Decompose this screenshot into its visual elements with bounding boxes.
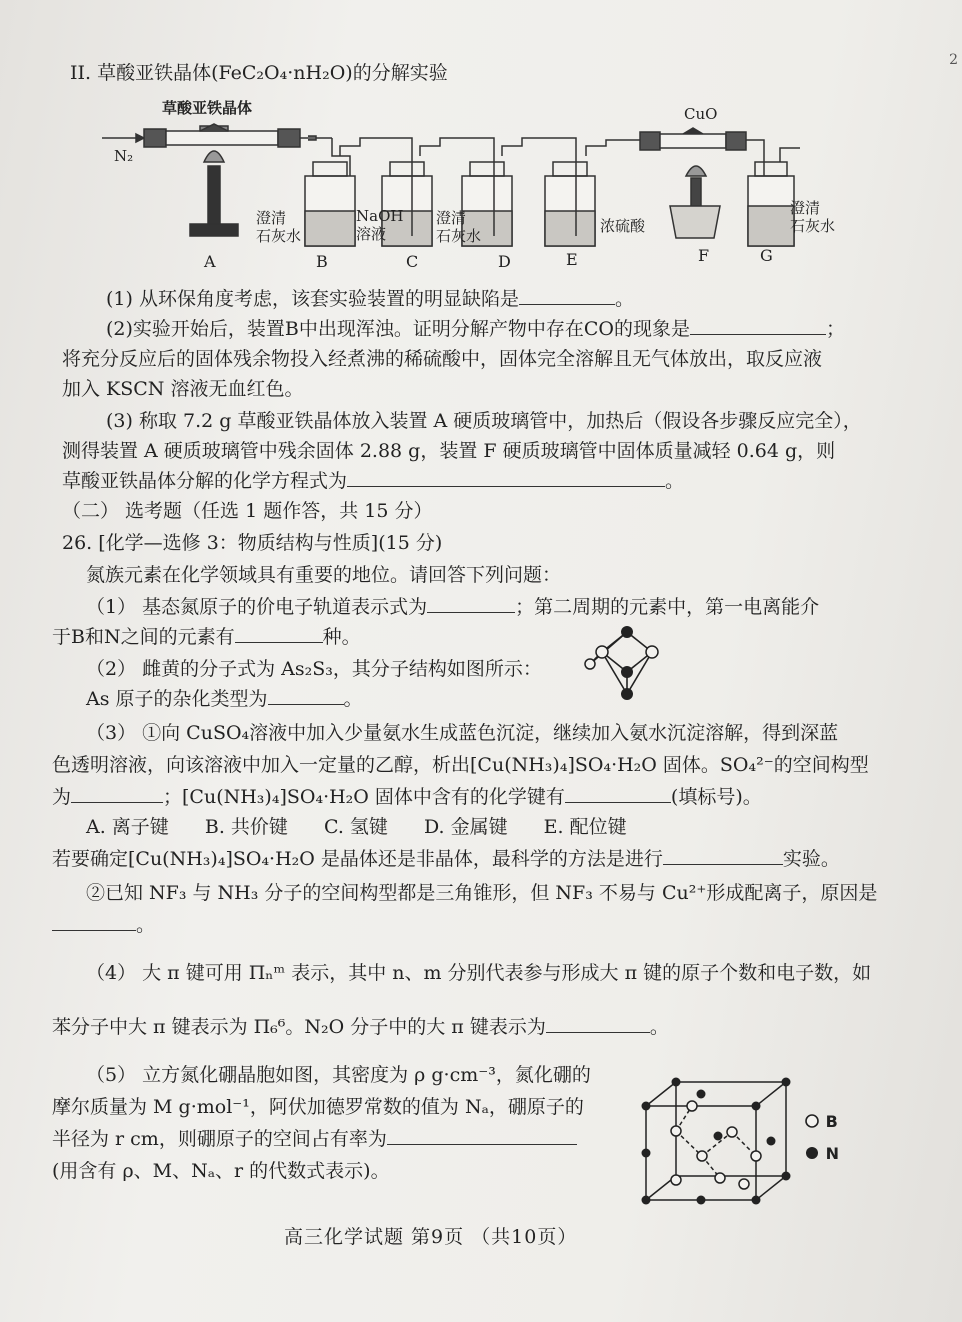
g-reagent-2: 石灰水 xyxy=(790,217,836,235)
part-5b: 摩尔质量为 M g·mol⁻¹，阿伏加德罗常数的值为 Nₐ，硼原子的 xyxy=(52,1096,584,1118)
part-4a: （4） 大 π 键可用 Πₙᵐ 表示，其中 n、m 分别代表参与形成大 π 键的原子个数和电子数，如 xyxy=(86,962,872,984)
question-3a: (3) 称取 7.2 g 草酸亚铁晶体放入装置 A 硬质玻璃管中，加热后（假设各步骤反应完全）， xyxy=(106,410,862,432)
question-2c: 加入 KSCN 溶液无血红色。 xyxy=(62,378,304,400)
question-1: (1) 从环保角度考虑，该套实验装置的明显缺陷是 。 xyxy=(106,288,634,310)
p1b-text: ；第二周期的元素中，第一电离能介 xyxy=(515,596,820,618)
p1-blank-1[interactable] xyxy=(427,594,515,613)
label-b: B xyxy=(316,252,328,271)
corner-page-number: 2 xyxy=(949,52,958,68)
q3c-text: 草酸亚铁晶体分解的化学方程式为 xyxy=(62,470,348,492)
p5-blank[interactable] xyxy=(387,1126,577,1145)
question-3c: 草酸亚铁晶体分解的化学方程式为 。 xyxy=(62,470,685,492)
part-3f xyxy=(52,846,840,872)
p3-blank-2[interactable] xyxy=(565,784,671,803)
legend-n xyxy=(804,1144,839,1163)
p5c-text: 半径为 r cm，则硼原子的空间占有率为 xyxy=(52,1128,387,1150)
part-5d: (用含有 ρ、M、Nₐ、r 的代数式表示)。 xyxy=(52,1160,390,1182)
d-reagent-2: 石灰水 xyxy=(436,227,482,245)
b-reagent-1: 澄清 xyxy=(256,209,287,227)
filled-circle-icon xyxy=(804,1145,820,1161)
p1d-text: 种。 xyxy=(322,626,361,648)
option-d: D. 金属键 xyxy=(423,816,508,838)
q3-blank[interactable] xyxy=(347,468,665,487)
part-5a: （5） 立方氮化硼晶胞如图，其密度为 ρ g·cm⁻³，氮化硼的 xyxy=(86,1064,591,1086)
b-reagent-2: 石灰水 xyxy=(256,227,302,245)
question-3b: 测得装置 A 硬质玻璃管中残余固体 2.88 g，装置 F 硬质玻璃管中固体质量减轻 0.64 g，则 xyxy=(62,440,836,462)
p3e-text: (填标号)。 xyxy=(670,786,762,808)
label-d: D xyxy=(498,252,511,271)
p2-blank[interactable] xyxy=(268,686,344,705)
apparatus-diagram xyxy=(100,96,860,271)
n2-label: N₂ xyxy=(114,147,134,165)
p3f-text: 若要确定[Cu(NH₃)₄]SO₄·H₂O 是晶体还是非晶体，最科学的方法是进行 xyxy=(52,848,663,870)
p4-blank[interactable] xyxy=(546,1014,650,1033)
label-g: G xyxy=(760,246,773,265)
cuo-label: CuO xyxy=(684,105,718,123)
q2-blank[interactable] xyxy=(690,316,826,335)
options-row xyxy=(86,814,627,840)
p3-blank-4[interactable] xyxy=(52,912,136,931)
d-reagent-1: 澄清 xyxy=(436,209,467,227)
c-reagent-1: NaOH xyxy=(356,207,404,225)
p4b-text: 苯分子中大 π 键表示为 Π₆⁶。N₂O 分子中的大 π 键表示为 xyxy=(52,1016,546,1038)
part-1a xyxy=(86,594,819,620)
p3g-text: 实验。 xyxy=(782,848,840,870)
p3c-text: 为 xyxy=(52,786,72,808)
part-3c xyxy=(52,784,762,810)
p1c-text: 于B和N之间的元素有 xyxy=(52,626,235,648)
legend-b-text: B xyxy=(825,1112,838,1131)
legend-b xyxy=(804,1112,838,1131)
p1-blank-2[interactable] xyxy=(235,624,323,643)
label-c: C xyxy=(406,252,419,271)
p3-blank-3[interactable] xyxy=(663,846,783,865)
part-2a: （2） 雌黄的分子式为 As₂S₃，其分子结构如图所示： xyxy=(86,658,542,680)
option-b: B. 共价键 xyxy=(204,816,288,838)
crystal-label: 草酸亚铁晶体 xyxy=(162,99,253,117)
legend-n-text: N xyxy=(825,1144,839,1163)
q26-title: 26. [化学—选修 3：物质结构与性质](15 分) xyxy=(62,532,443,554)
q26-intro: 氮族元素在化学领域具有重要的地位。请回答下列问题： xyxy=(86,564,562,586)
label-f: F xyxy=(698,246,710,265)
e-reagent: 浓硫酸 xyxy=(600,217,646,235)
question-2b: 将充分反应后的固体残余物投入经煮沸的稀硫酸中，固体完全溶解且无气体放出，取反应液 xyxy=(62,348,823,370)
q1-blank[interactable] xyxy=(519,286,615,305)
p3d-text: ；[Cu(NH₃)₄]SO₄·H₂O 固体中含有的化学键有 xyxy=(163,786,565,808)
p1a-text: （1） 基态氮原子的价电子轨道表示式为 xyxy=(86,596,428,618)
part-1b xyxy=(52,624,361,650)
q2a-text: (2)实验开始后，装置B中出现浑浊。证明分解产物中存在CO的现象是 xyxy=(106,318,690,340)
section-heading: II. 草酸亚铁晶体(FeC₂O₄·nH₂O)的分解实验 xyxy=(70,62,448,84)
part-3h: ②已知 NF₃ 与 NH₃ 分子的空间构型都是三角锥形，但 NF₃ 不易与 Cu²⁺形成配离子，原因是 xyxy=(86,882,878,904)
p3-blank-1[interactable] xyxy=(71,784,163,803)
part-3i: 。 xyxy=(52,912,155,938)
option-e: E. 配位键 xyxy=(543,816,627,838)
part-4b: 苯分子中大 π 键表示为 Π₆⁶。N₂O 分子中的大 π 键表示为 。 xyxy=(52,1016,669,1038)
question-2a: (2)实验开始后，装置B中出现浑浊。证明分解产物中存在CO的现象是 ； xyxy=(106,318,846,340)
label-e: E xyxy=(566,250,578,269)
as2s3-molecule-diagram xyxy=(582,624,672,702)
g-reagent-1: 澄清 xyxy=(790,199,821,217)
option-a: A. 离子键 xyxy=(86,816,169,838)
part-3a: （3） ①向 CuSO₄溶液中加入少量氨水生成蓝色沉淀，继续加入氨水沉淀溶解，得到深蓝 xyxy=(86,722,839,744)
page-footer: 高三化学试题 第9页 （共10页） xyxy=(284,1226,578,1248)
p2b-text: As 原子的杂化类型为 xyxy=(86,688,268,710)
option-c: C. 氢键 xyxy=(323,816,388,838)
c-reagent-2: 溶液 xyxy=(356,225,387,243)
part-3b: 色透明溶液，向该溶液中加入一定量的乙醇，析出[Cu(NH₃)₄]SO₄·H₂O 固体。SO₄²⁻的空间构型 xyxy=(52,754,869,776)
part-2b: As 原子的杂化类型为 。 xyxy=(86,688,363,710)
part-5c xyxy=(52,1126,577,1152)
q1-text: (1) 从环保角度考虑，该套实验装置的明显缺陷是 xyxy=(106,288,519,310)
label-a: A xyxy=(204,252,216,271)
elective-heading: （二） 选考题（任选 1 题作答，共 15 分） xyxy=(62,500,433,522)
bn-unit-cell-diagram xyxy=(636,1076,796,1206)
open-circle-icon xyxy=(804,1113,820,1129)
